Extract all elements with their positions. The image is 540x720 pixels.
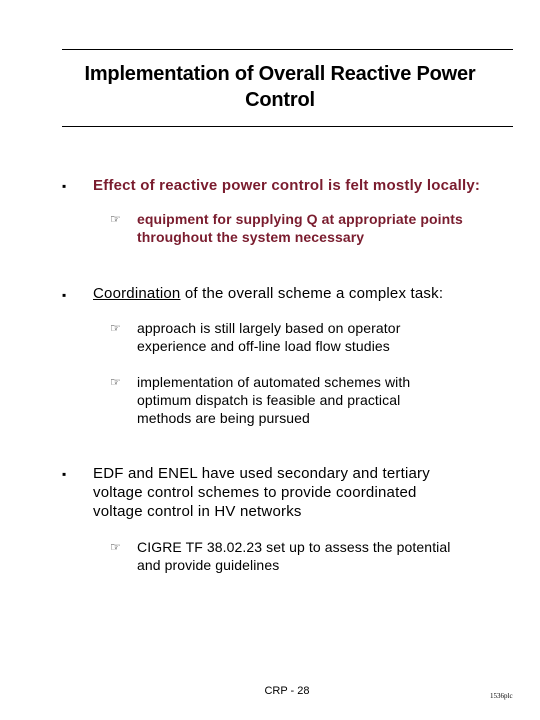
section-1-sub-1 — [137, 210, 507, 246]
pointing-hand-icon: ☞ — [110, 540, 121, 554]
text-line: implementation of automated schemes with — [137, 374, 411, 390]
section-2-sub-2 — [137, 373, 507, 427]
text-line: approach is still largely based on operator — [137, 320, 401, 336]
page-title — [40, 61, 520, 113]
bullet-icon: ▪ — [62, 467, 67, 481]
text-line: voltage control in HV networks — [93, 503, 302, 520]
text-line: optimum dispatch is feasible and practical — [137, 392, 401, 408]
bottom-rule — [62, 126, 513, 127]
top-rule — [62, 49, 513, 50]
bullet-icon: ▪ — [62, 179, 67, 193]
pointing-hand-icon: ☞ — [110, 321, 121, 335]
title-line-1: Implementation of Overall Reactive Power — [84, 63, 476, 85]
section-1-heading: Effect of reactive power control is felt mostly locally: — [93, 177, 481, 194]
section-3-heading — [93, 464, 513, 521]
section-2-heading — [93, 284, 513, 303]
text-line: CIGRE TF 38.02.23 set up to assess the potential — [137, 539, 451, 555]
pointing-hand-icon: ☞ — [110, 375, 121, 389]
title-line-2: Control — [245, 89, 315, 111]
heading-rest: of the overall scheme a complex task: — [180, 285, 444, 302]
pointing-hand-icon: ☞ — [110, 212, 121, 226]
text-line: and provide guidelines — [137, 557, 280, 573]
text-line: equipment for supplying Q at appropriate points — [137, 211, 463, 227]
section-3-sub-1 — [137, 538, 507, 574]
text-line: experience and off-line load flow studies — [137, 338, 390, 354]
bullet-icon: ▪ — [62, 288, 67, 302]
heading-underlined: Coordination — [93, 285, 181, 302]
text-line: throughout the system necessary — [137, 229, 365, 245]
text-line: voltage control schemes to provide coordinated — [93, 484, 417, 501]
text-line: EDF and ENEL have used secondary and tertiary — [93, 465, 430, 482]
text-line: methods are being pursued — [137, 410, 310, 426]
slide-code: 1536plc — [490, 692, 513, 700]
section-2-sub-1 — [137, 319, 507, 355]
page-footer: CRP - 28 — [264, 685, 310, 697]
